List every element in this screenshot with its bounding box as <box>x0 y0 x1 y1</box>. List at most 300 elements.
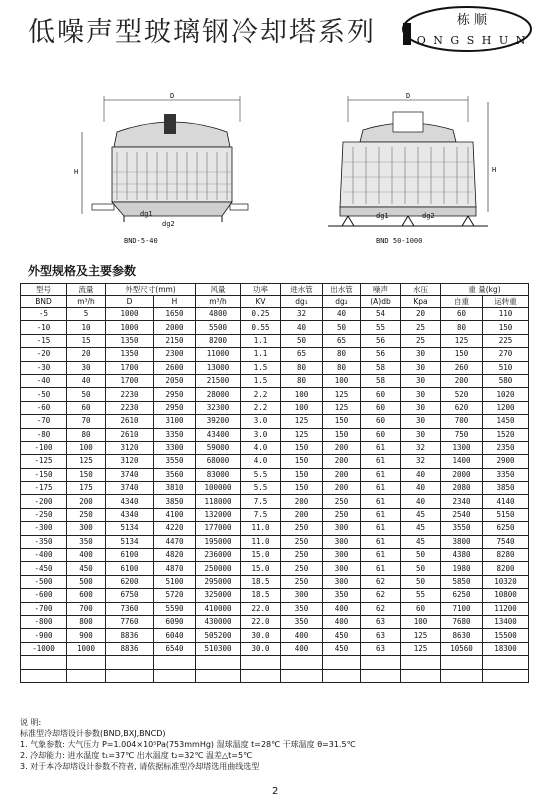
header-size-h: H <box>154 296 196 308</box>
notes-heading: 说 明: <box>20 718 42 727</box>
table-cell: 3850 <box>483 482 529 495</box>
table-cell: 1980 <box>441 562 483 575</box>
table-cell: 300 <box>323 575 361 588</box>
table-cell: 2900 <box>483 455 529 468</box>
table-cell: 5134 <box>106 522 154 535</box>
table-row-empty <box>21 669 529 682</box>
table-cell: 13400 <box>483 615 529 628</box>
header-flow: 流量 <box>67 284 106 296</box>
table-cell: 7.5 <box>241 495 281 508</box>
header-size-d: D <box>106 296 154 308</box>
table-cell: 0.55 <box>241 321 281 334</box>
table-cell: 4340 <box>106 495 154 508</box>
table-cell: 400 <box>281 629 323 642</box>
table-cell: 30 <box>401 374 441 387</box>
table-cell: 250 <box>67 508 106 521</box>
table-cell: 15500 <box>483 629 529 642</box>
table-cell: 2.2 <box>241 401 281 414</box>
notes-line: 标准型冷却塔设计参数(BND,BXJ,BNCD) <box>20 729 166 738</box>
table-cell: 250 <box>281 522 323 535</box>
table-row <box>21 348 529 361</box>
table-row <box>21 508 529 521</box>
table-cell: -15 <box>21 334 67 347</box>
table-cell: -900 <box>21 629 67 642</box>
table-cell: 15.0 <box>241 562 281 575</box>
header-air-sub: m³/h <box>196 296 241 308</box>
table-cell: 30 <box>401 415 441 428</box>
table-cell: 50 <box>281 334 323 347</box>
table-cell: 60 <box>361 388 401 401</box>
table-cell: 2230 <box>106 388 154 401</box>
table-cell: 250 <box>281 549 323 562</box>
table-cell: 58 <box>361 361 401 374</box>
table-cell: 3550 <box>154 455 196 468</box>
table-cell: 7680 <box>441 615 483 628</box>
table-cell: 61 <box>361 455 401 468</box>
table-cell: 200 <box>281 495 323 508</box>
notes <box>20 717 540 772</box>
table-cell: 350 <box>281 602 323 615</box>
table-cell: 11.0 <box>241 535 281 548</box>
table-cell: 61 <box>361 441 401 454</box>
table-cell: 3850 <box>154 495 196 508</box>
header-pressure: 水压 <box>401 284 441 296</box>
table-cell: 125 <box>401 629 441 642</box>
table-cell: 3740 <box>106 482 154 495</box>
table-cell: -700 <box>21 602 67 615</box>
table-cell: 10320 <box>483 575 529 588</box>
table-cell: 125 <box>401 642 441 655</box>
table-cell: 60 <box>441 308 483 321</box>
table-cell: 1020 <box>483 388 529 401</box>
table-cell: 125 <box>323 388 361 401</box>
table-row <box>21 495 529 508</box>
table-row <box>21 401 529 414</box>
page-title: 低噪声型玻璃钢冷却塔系列 <box>28 17 376 48</box>
table-cell: 100 <box>401 615 441 628</box>
table-cell: 3300 <box>154 441 196 454</box>
table-cell: 5100 <box>154 575 196 588</box>
table-row <box>21 629 529 642</box>
table-cell: 40 <box>67 374 106 387</box>
table-cell: 150 <box>483 321 529 334</box>
table-cell: 55 <box>361 321 401 334</box>
section-title: 外型规格及主要参数 <box>28 264 137 278</box>
table-cell: -600 <box>21 589 67 602</box>
table-row <box>21 308 529 321</box>
table-cell: 410000 <box>196 602 241 615</box>
table-cell: 430000 <box>196 615 241 628</box>
table-cell: 250 <box>323 495 361 508</box>
table-cell: 7100 <box>441 602 483 615</box>
table-cell: 580 <box>483 374 529 387</box>
table-cell: -10 <box>21 321 67 334</box>
table-row <box>21 522 529 535</box>
table-cell: 132000 <box>196 508 241 521</box>
table-cell: 200 <box>441 374 483 387</box>
table-cell: 3350 <box>154 428 196 441</box>
table-cell: 18.5 <box>241 589 281 602</box>
table-cell: 5.5 <box>241 482 281 495</box>
table-cell: -300 <box>21 522 67 535</box>
table-cell: 60 <box>361 415 401 428</box>
table-cell: -200 <box>21 495 67 508</box>
table-cell: 0.25 <box>241 308 281 321</box>
table-cell: 5720 <box>154 589 196 602</box>
table-cell: 200 <box>323 482 361 495</box>
table-cell: 300 <box>323 535 361 548</box>
table-cell: 3810 <box>154 482 196 495</box>
table-cell: 1.5 <box>241 374 281 387</box>
table-cell: 1000 <box>106 321 154 334</box>
table-cell: 1450 <box>483 415 529 428</box>
table-cell: 22.0 <box>241 615 281 628</box>
table-cell: 620 <box>441 401 483 414</box>
table-row <box>21 455 529 468</box>
table-cell: 20 <box>401 308 441 321</box>
table-cell: 63 <box>361 642 401 655</box>
table-cell: 7540 <box>483 535 529 548</box>
table-row <box>21 388 529 401</box>
table-cell: 1650 <box>154 308 196 321</box>
table-cell: 150 <box>323 415 361 428</box>
table-cell: 8280 <box>483 549 529 562</box>
table-cell: 65 <box>323 334 361 347</box>
table-cell: 10 <box>67 321 106 334</box>
table-cell: 62 <box>361 602 401 615</box>
table-cell: 200 <box>323 441 361 454</box>
table-cell: 2340 <box>441 495 483 508</box>
table-cell: 3550 <box>441 522 483 535</box>
table-cell: 236000 <box>196 549 241 562</box>
table-cell: 40 <box>401 482 441 495</box>
table-cell: 3350 <box>483 468 529 481</box>
table-cell: 150 <box>67 468 106 481</box>
table-cell: 270 <box>483 348 529 361</box>
table-cell: 43400 <box>196 428 241 441</box>
table-cell: 70 <box>67 415 106 428</box>
table-cell: 250 <box>323 508 361 521</box>
table-cell: 250 <box>281 562 323 575</box>
table-cell: 350 <box>281 615 323 628</box>
table-cell: 59000 <box>196 441 241 454</box>
table-cell: 8200 <box>196 334 241 347</box>
table-cell: 80 <box>281 361 323 374</box>
table-cell: 400 <box>323 602 361 615</box>
table-cell: 150 <box>281 482 323 495</box>
table-cell: 2080 <box>441 482 483 495</box>
table-cell: 80 <box>441 321 483 334</box>
table-row <box>21 615 529 628</box>
table-cell: 61 <box>361 508 401 521</box>
table-cell: 1.5 <box>241 361 281 374</box>
table-cell: 125 <box>441 334 483 347</box>
table-cell: 80 <box>281 374 323 387</box>
table-cell: 30 <box>401 348 441 361</box>
table-cell: 100 <box>67 441 106 454</box>
table-cell: 4380 <box>441 549 483 562</box>
table-cell: 39200 <box>196 415 241 428</box>
svg-text:O N G S H U N: O N G S H U N <box>416 34 528 47</box>
table-row <box>21 415 529 428</box>
table-cell: 6540 <box>154 642 196 655</box>
table-cell: 3800 <box>441 535 483 548</box>
table-cell: 2350 <box>483 441 529 454</box>
table-cell: 61 <box>361 522 401 535</box>
table-cell: 350 <box>323 589 361 602</box>
table-cell: 400 <box>67 549 106 562</box>
table-cell: 68000 <box>196 455 241 468</box>
table-cell: 2950 <box>154 388 196 401</box>
table-cell: 45 <box>401 508 441 521</box>
table-cell: -500 <box>21 575 67 588</box>
table-cell: 28000 <box>196 388 241 401</box>
left-drawing-caption: BND-5-40 <box>124 237 158 245</box>
table-cell: 30 <box>401 401 441 414</box>
table-cell: 63 <box>361 629 401 642</box>
table-cell: 8200 <box>483 562 529 575</box>
table-cell: 2610 <box>106 428 154 441</box>
table-cell: 250 <box>281 535 323 548</box>
table-cell: 1520 <box>483 428 529 441</box>
table-cell: 6100 <box>106 549 154 562</box>
table-cell: 21500 <box>196 374 241 387</box>
table-cell: 100000 <box>196 482 241 495</box>
table-cell: 25 <box>401 321 441 334</box>
table-cell: 8630 <box>441 629 483 642</box>
notes-line: 3. 对于本冷却塔设计参数不符者, 请依据标准型冷却塔选用曲线选型 <box>20 762 260 771</box>
table-cell: 150 <box>441 348 483 361</box>
table-cell: 30 <box>401 428 441 441</box>
table-cell: 11200 <box>483 602 529 615</box>
table-cell: 60 <box>401 602 441 615</box>
table-row <box>21 602 529 615</box>
header-power-sub: KV <box>241 296 281 308</box>
table-cell: 30 <box>67 361 106 374</box>
spec-table <box>20 283 529 683</box>
table-cell: 2300 <box>154 348 196 361</box>
table-cell: 30.0 <box>241 642 281 655</box>
table-cell: 60 <box>361 401 401 414</box>
table-cell: 61 <box>361 549 401 562</box>
table-cell: -150 <box>21 468 67 481</box>
table-cell: 4100 <box>154 508 196 521</box>
header-noise-sub: (A)db <box>361 296 401 308</box>
table-cell: 7760 <box>106 615 154 628</box>
table-row <box>21 482 529 495</box>
table-cell: 250000 <box>196 562 241 575</box>
table-cell: 4140 <box>483 495 529 508</box>
table-cell: 32 <box>401 441 441 454</box>
table-row <box>21 361 529 374</box>
table-cell: 30.0 <box>241 629 281 642</box>
table-cell: 225 <box>483 334 529 347</box>
table-cell: 8836 <box>106 629 154 642</box>
header-power: 功率 <box>241 284 281 296</box>
table-cell: 45 <box>401 535 441 548</box>
table-cell: 4.0 <box>241 441 281 454</box>
table-cell: 1200 <box>483 401 529 414</box>
header-flow-sub: m³/h <box>67 296 106 308</box>
table-cell: 6750 <box>106 589 154 602</box>
table-row <box>21 428 529 441</box>
table-cell: 700 <box>441 415 483 428</box>
table-cell: 2540 <box>441 508 483 521</box>
table-cell: 300 <box>281 589 323 602</box>
table-cell: 6250 <box>483 522 529 535</box>
table-cell: 25 <box>401 334 441 347</box>
table-cell: -175 <box>21 482 67 495</box>
table-row <box>21 589 529 602</box>
page-number: 2 <box>272 786 279 797</box>
table-cell: -450 <box>21 562 67 575</box>
table-cell: 300 <box>323 549 361 562</box>
table-cell: -350 <box>21 535 67 548</box>
table-cell: 150 <box>281 455 323 468</box>
table-cell: 325000 <box>196 589 241 602</box>
table-cell: -20 <box>21 348 67 361</box>
table-row <box>21 535 529 548</box>
table-row-empty <box>21 656 529 669</box>
table-cell: 50 <box>401 575 441 588</box>
header-weight-run: 运转重 <box>483 296 529 308</box>
table-cell: -30 <box>21 361 67 374</box>
table-cell: 300 <box>323 562 361 575</box>
table-cell: 1.1 <box>241 348 281 361</box>
table-cell: 295000 <box>196 575 241 588</box>
table-cell: 1400 <box>441 455 483 468</box>
table-cell: 150 <box>323 428 361 441</box>
table-cell: 18300 <box>483 642 529 655</box>
table-cell: 900 <box>67 629 106 642</box>
table-cell: 5500 <box>196 321 241 334</box>
table-cell: 3100 <box>154 415 196 428</box>
table-cell: 2230 <box>106 401 154 414</box>
table-cell: 3.0 <box>241 428 281 441</box>
table-cell: 63 <box>361 615 401 628</box>
table-row <box>21 642 529 655</box>
table-cell: 510300 <box>196 642 241 655</box>
table-cell: 300 <box>323 522 361 535</box>
table-cell: 3.0 <box>241 415 281 428</box>
notes-line: 2. 冷却能力: 进水温度 t₁=37℃ 出水温度 t₂=32℃ 温差△t=5℃ <box>20 751 253 760</box>
table-cell: 2610 <box>106 415 154 428</box>
table-cell: -1000 <box>21 642 67 655</box>
table-cell: 30 <box>401 388 441 401</box>
table-cell: 2.2 <box>241 388 281 401</box>
table-cell: 80 <box>323 361 361 374</box>
table-cell: 62 <box>361 575 401 588</box>
table-cell: 40 <box>281 321 323 334</box>
table-cell: 7360 <box>106 602 154 615</box>
table-cell: 1350 <box>106 334 154 347</box>
table-cell: 125 <box>281 428 323 441</box>
table-cell: 22.0 <box>241 602 281 615</box>
table-cell: 8836 <box>106 642 154 655</box>
table-cell: 6250 <box>441 589 483 602</box>
table-cell: -125 <box>21 455 67 468</box>
table-cell: 50 <box>323 321 361 334</box>
table-cell: -40 <box>21 374 67 387</box>
header-noise: 噪声 <box>361 284 401 296</box>
table-cell: 450 <box>67 562 106 575</box>
table-row <box>21 321 529 334</box>
table-cell: 125 <box>323 401 361 414</box>
table-cell: 11.0 <box>241 522 281 535</box>
table-cell: -60 <box>21 401 67 414</box>
table-cell: 40 <box>323 308 361 321</box>
table-cell: 6200 <box>106 575 154 588</box>
table-cell: 2000 <box>441 468 483 481</box>
header-pressure-sub: Kpa <box>401 296 441 308</box>
table-cell: 6040 <box>154 629 196 642</box>
table-cell: -70 <box>21 415 67 428</box>
table-cell: -100 <box>21 441 67 454</box>
table-cell: 1350 <box>106 348 154 361</box>
table-cell: 2150 <box>154 334 196 347</box>
table-cell: 150 <box>281 468 323 481</box>
table-cell: 125 <box>281 415 323 428</box>
table-cell: 40 <box>401 468 441 481</box>
table-cell: 5150 <box>483 508 529 521</box>
table-cell: 62 <box>361 589 401 602</box>
table-cell: 60 <box>361 428 401 441</box>
table-cell: 505200 <box>196 629 241 642</box>
table-row <box>21 468 529 481</box>
table-cell: 15.0 <box>241 549 281 562</box>
table-cell: 32 <box>281 308 323 321</box>
table-cell: 3120 <box>106 455 154 468</box>
table-cell: 80 <box>67 428 106 441</box>
table-cell: -250 <box>21 508 67 521</box>
table-cell: 50 <box>401 562 441 575</box>
table-cell: 20 <box>67 348 106 361</box>
table-cell: 800 <box>67 615 106 628</box>
table-cell: 6100 <box>106 562 154 575</box>
table-cell: 1.1 <box>241 334 281 347</box>
table-cell: 100 <box>323 374 361 387</box>
notes-line: 1. 气象参数: 大气压力 P=1.004×10⁵Pa(753mmHg) 湿球温度 t=28℃ 干球温度 θ=31.5℃ <box>20 740 356 749</box>
table-cell: 5 <box>67 308 106 321</box>
table-cell: 200 <box>323 468 361 481</box>
table-cell: 61 <box>361 535 401 548</box>
tower-drawing-small: D H dg2 dg1 <box>62 92 252 242</box>
table-cell: 1300 <box>441 441 483 454</box>
table-cell: 4.0 <box>241 455 281 468</box>
table-cell: 450 <box>323 642 361 655</box>
table-cell: 54 <box>361 308 401 321</box>
table-cell: 350 <box>67 535 106 548</box>
table-cell: 400 <box>281 642 323 655</box>
table-cell: 58 <box>361 374 401 387</box>
table-cell: 1700 <box>106 361 154 374</box>
table-row <box>21 575 529 588</box>
table-cell: 195000 <box>196 535 241 548</box>
header-inlet: 进水管 <box>281 284 323 296</box>
table-cell: 80 <box>323 348 361 361</box>
table-cell: 4340 <box>106 508 154 521</box>
table-cell: 30 <box>401 361 441 374</box>
table-cell: 1700 <box>106 374 154 387</box>
header-model-sub: BND <box>21 296 67 308</box>
table-cell: -80 <box>21 428 67 441</box>
header-model: 型号 <box>21 284 67 296</box>
table-cell: 3120 <box>106 441 154 454</box>
table-cell: 11000 <box>196 348 241 361</box>
table-cell: 61 <box>361 482 401 495</box>
table-cell: 4220 <box>154 522 196 535</box>
table-row <box>21 562 529 575</box>
